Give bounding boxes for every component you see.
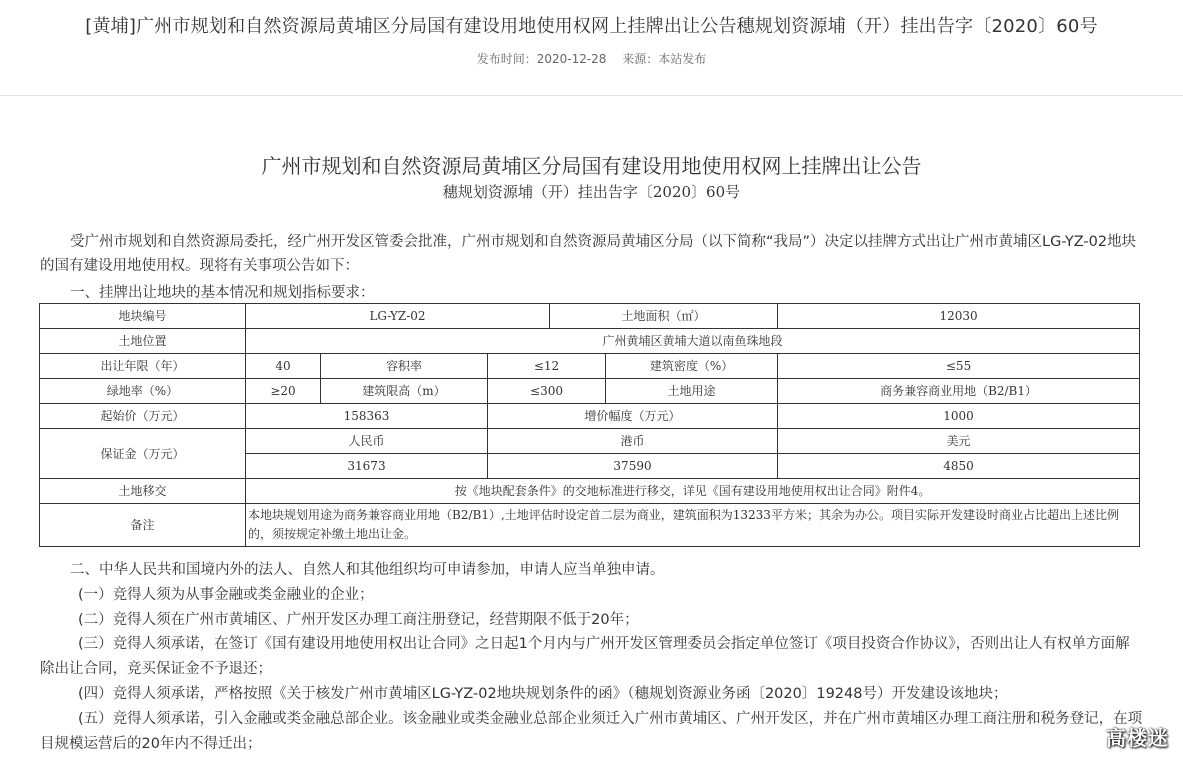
table-cell: ≤55 <box>778 354 1140 379</box>
table-cell: 广州黄埔区黄埔大道以南鱼珠地段 <box>246 329 1140 354</box>
table-cell: ≤12 <box>488 354 606 379</box>
list-item: (三）竞得人须承诺，在签订《国有建设用地使用权出让合同》之日起1个月内与广州开发区管理委员会指定单位签订《项目投资合作协议》，否则出让人有权单方面解除出让合同，竞买保证金不予退还； <box>40 636 1130 678</box>
table-cell: 1000 <box>778 404 1140 429</box>
table-cell: ≥20 <box>246 379 321 404</box>
table-label: 增价幅度（万元） <box>488 404 778 429</box>
table-label: 绿地率（%） <box>40 379 246 404</box>
table-label: 建筑密度（%） <box>606 354 778 379</box>
page-title: [黄埔]广州市规划和自然资源局黄埔区分局国有建设用地使用权网上挂牌出让公告穗规划资源埔（开）挂出告字〔2020〕60号 <box>85 16 1098 37</box>
table-cell: 按《地块配套条件》的交地标准进行移交，详见《国有建设用地使用权出让合同》附件4。 <box>246 479 1140 504</box>
table-label: 出让年限（年） <box>40 354 246 379</box>
section2-heading: 二、中华人民共和国境内外的法人、自然人和其他组织均可申请参加，申请人应当单独申请。 <box>70 562 665 578</box>
table-label: 容积率 <box>321 354 488 379</box>
table-cell: 40 <box>246 354 321 379</box>
source-label: 来源：本站发布 <box>622 52 707 66</box>
table-label: 港币 <box>488 429 778 454</box>
table-row <box>40 429 1140 454</box>
intro-paragraph: 受广州市规划和自然资源局委托，经广州开发区管委会批准，广州市规划和自然资源局黄埔区分局（以下简称“我局”）决定以挂牌方式出让广州市黄埔区LG-YZ-02地块的国有建设用地使用权。现将有关事项公告如下： <box>40 234 1137 274</box>
publish-time: 发布时间：2020-12-28 <box>476 52 607 66</box>
table-label: 土地面积（㎡） <box>550 304 778 329</box>
table-label: 起始价（万元） <box>40 404 246 429</box>
list-item: (四）竞得人须承诺，严格按照《关于核发广州市黄埔区LG-YZ-02地块规划条件的函》（穗规划资源业务函〔2020〕19248号）开发建设该地块； <box>78 685 1008 702</box>
document-number: 穗规划资源埔（开）挂出告字〔2020〕60号 <box>442 183 741 201</box>
table-row <box>40 404 1140 429</box>
table-label: 土地位置 <box>40 329 246 354</box>
table-row <box>40 479 1140 504</box>
list-item: (二）竞得人须在广州市黄埔区、广州开发区办理工商注册登记，经营期限不低于20年； <box>78 611 639 628</box>
list-item: (一）竞得人须为从事金融或类金融业的企业； <box>78 586 374 603</box>
table-row <box>40 379 1140 404</box>
table-cell: 31673 <box>246 454 488 479</box>
meta-info <box>0 50 1183 67</box>
table-label: 美元 <box>778 429 1140 454</box>
table-label: 土地移交 <box>40 479 246 504</box>
table-row <box>40 504 1140 547</box>
table-label: 地块编号 <box>40 304 246 329</box>
table-cell: 158363 <box>246 404 488 429</box>
list-item: (五）竞得人须承诺，引入金融或类金融总部企业。该金融业或类金融业总部企业须迁入广州市黄埔区、广州开发区，并在广州市黄埔区办理工商注册和税务登记，在项目规模运营后的20年内不得迁出； <box>40 710 1143 752</box>
table-label: 备注 <box>40 504 246 547</box>
document-title: 广州市规划和自然资源局黄埔区分局国有建设用地使用权网上挂牌出让公告 <box>261 154 922 178</box>
table-cell: 本地块规划用途为商务兼容商业用地（B2/B1）,土地评估时设定首二层为商业，建筑面积为13233平方米；其余为办公。项目实际开发建设时商业占比超出上述比例的，须按规定补缴土地出让金。 <box>246 504 1140 547</box>
table-row <box>40 329 1140 354</box>
table-cell: 37590 <box>488 454 778 479</box>
table-label: 保证金（万元） <box>40 429 246 479</box>
land-info-table <box>39 303 1140 547</box>
table-cell: 12030 <box>778 304 1140 329</box>
table-cell: ≤300 <box>488 379 606 404</box>
watermark-logo: 高楼迷 <box>1106 726 1169 750</box>
table-label: 建筑限高（m） <box>321 379 488 404</box>
table-cell: 4850 <box>778 454 1140 479</box>
table-row <box>40 304 1140 329</box>
header-divider <box>0 95 1183 96</box>
table-cell: LG-YZ-02 <box>246 304 550 329</box>
section2 <box>40 558 1143 756</box>
section1-heading: 一、挂牌出让地块的基本情况和规划指标要求： <box>70 285 375 301</box>
table-label: 土地用途 <box>606 379 778 404</box>
table-cell: 商务兼容商业用地（B2/B1） <box>778 379 1140 404</box>
table-label: 人民币 <box>246 429 488 454</box>
table-row <box>40 354 1140 379</box>
